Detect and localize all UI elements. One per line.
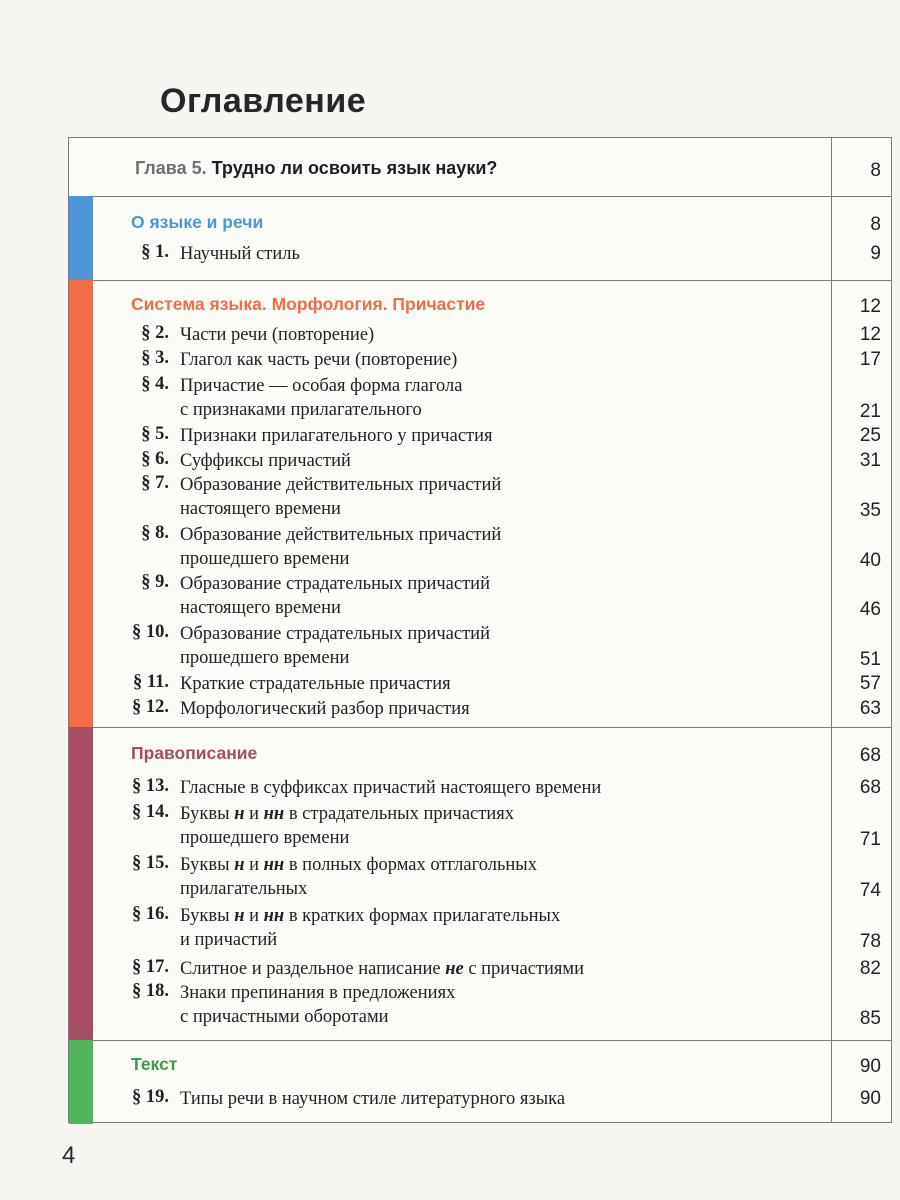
paragraph-title: Образование действительных причастий настоящего времени [180,475,502,519]
paragraph-number: § 11. [133,672,169,692]
paragraph-title: Части речи (повторение) [180,325,375,345]
paragraph-title: Суффиксы причастий [180,451,351,471]
paragraph-page: 85 [859,1008,881,1029]
paragraph-page: 68 [859,777,881,798]
paragraph-page: 57 [859,673,881,694]
paragraph-number: § 10. [132,622,169,642]
section-heading: Система языка. Морфология. Причастие [131,294,486,314]
paragraph-title: Признаки прилагательного у причастия [180,426,493,446]
paragraph-number: § 1. [141,242,169,262]
paragraph-title: Научный стиль [180,244,300,264]
paragraph-number: § 4. [141,374,169,394]
section-color-stripe [69,727,93,1040]
paragraph-title: Буквы н и нн в страдательных причастиях прошедшего времени [180,804,514,848]
section-color-stripe [69,280,93,727]
section-divider [69,727,891,728]
paragraph-number: § 16. [132,904,169,924]
paragraph-page: 46 [859,599,881,620]
paragraph-title: Слитное и раздельное написание не с причастиями [180,959,585,979]
paragraph-number: § 9. [141,572,169,592]
paragraph-page: 21 [859,401,881,422]
paragraph-number: § 6. [141,449,169,469]
toc-table [68,137,892,1123]
section-page: 68 [859,745,881,766]
paragraph-title: Гласные в суффиксах причастий настоящего времени [180,778,602,798]
page-column-divider [831,138,832,1122]
paragraph-title: Краткие страдательные причастия [180,674,451,694]
paragraph-page: 35 [859,500,881,521]
chapter-page: 8 [870,160,881,181]
paragraph-page: 82 [859,958,881,979]
section-divider [69,280,891,281]
paragraph-page: 31 [859,450,881,471]
section-heading: Текст [131,1054,178,1074]
paragraph-page: 90 [859,1088,881,1109]
paragraph-title: Образование страдательных причастий прошедшего времени [180,624,490,668]
section-divider [69,196,891,197]
paragraph-title: Знаки препинания в предложениях с причастными оборотами [180,983,456,1027]
paragraph-page: 25 [859,425,881,446]
paragraph-number: § 3. [141,348,169,368]
paragraph-number: § 14. [132,802,169,822]
paragraph-title: Буквы н и нн в полных формах отглагольных прилагательных [180,855,537,899]
page-number: 4 [62,1142,76,1169]
paragraph-title: Образование страдательных причастий настоящего времени [180,574,490,618]
section-divider [69,1040,891,1041]
paragraph-number: § 19. [132,1087,169,1107]
paragraph-number: § 5. [141,424,169,444]
paragraph-page: 51 [859,649,881,670]
paragraph-page: 9 [870,243,881,264]
chapter-label: Глава 5. [135,158,207,178]
paragraph-number: § 2. [141,323,169,343]
paragraph-title: Глагол как часть речи (повторение) [180,350,458,370]
section-page: 8 [870,214,881,235]
section-heading: Правописание [131,743,258,763]
paragraph-number: § 13. [132,776,169,796]
paragraph-number: § 8. [141,523,169,543]
paragraph-number: § 15. [132,853,169,873]
section-page: 12 [859,296,881,317]
paragraph-number: § 18. [132,981,169,1001]
paragraph-page: 63 [859,698,881,719]
paragraph-title: Буквы н и нн в кратких формах прилагательных и причастий [180,906,561,950]
page-title: Оглавление [160,82,367,120]
section-color-stripe [69,1040,93,1124]
paragraph-page: 17 [859,349,881,370]
section-heading: О языке и речи [131,212,264,232]
paragraph-page: 78 [859,931,881,952]
paragraph-page: 74 [859,880,881,901]
section-color-stripe [69,196,93,280]
paragraph-number: § 12. [132,697,169,717]
paragraph-page: 40 [859,550,881,571]
section-page: 90 [859,1056,881,1077]
paragraph-title: Морфологический разбор причастия [180,699,470,719]
paragraph-title: Причастие — особая форма глагола с признаками прилагательного [180,376,463,420]
paragraph-page: 12 [859,324,881,345]
chapter-title: Трудно ли освоить язык науки? [211,158,498,178]
paragraph-number: § 7. [141,473,169,493]
chapter-heading [135,158,497,179]
paragraph-number: § 17. [132,957,169,977]
paragraph-title: Типы речи в научном стиле литературного языка [180,1089,566,1109]
paragraph-page: 71 [859,829,881,850]
paragraph-title: Образование действительных причастий прошедшего времени [180,525,502,569]
